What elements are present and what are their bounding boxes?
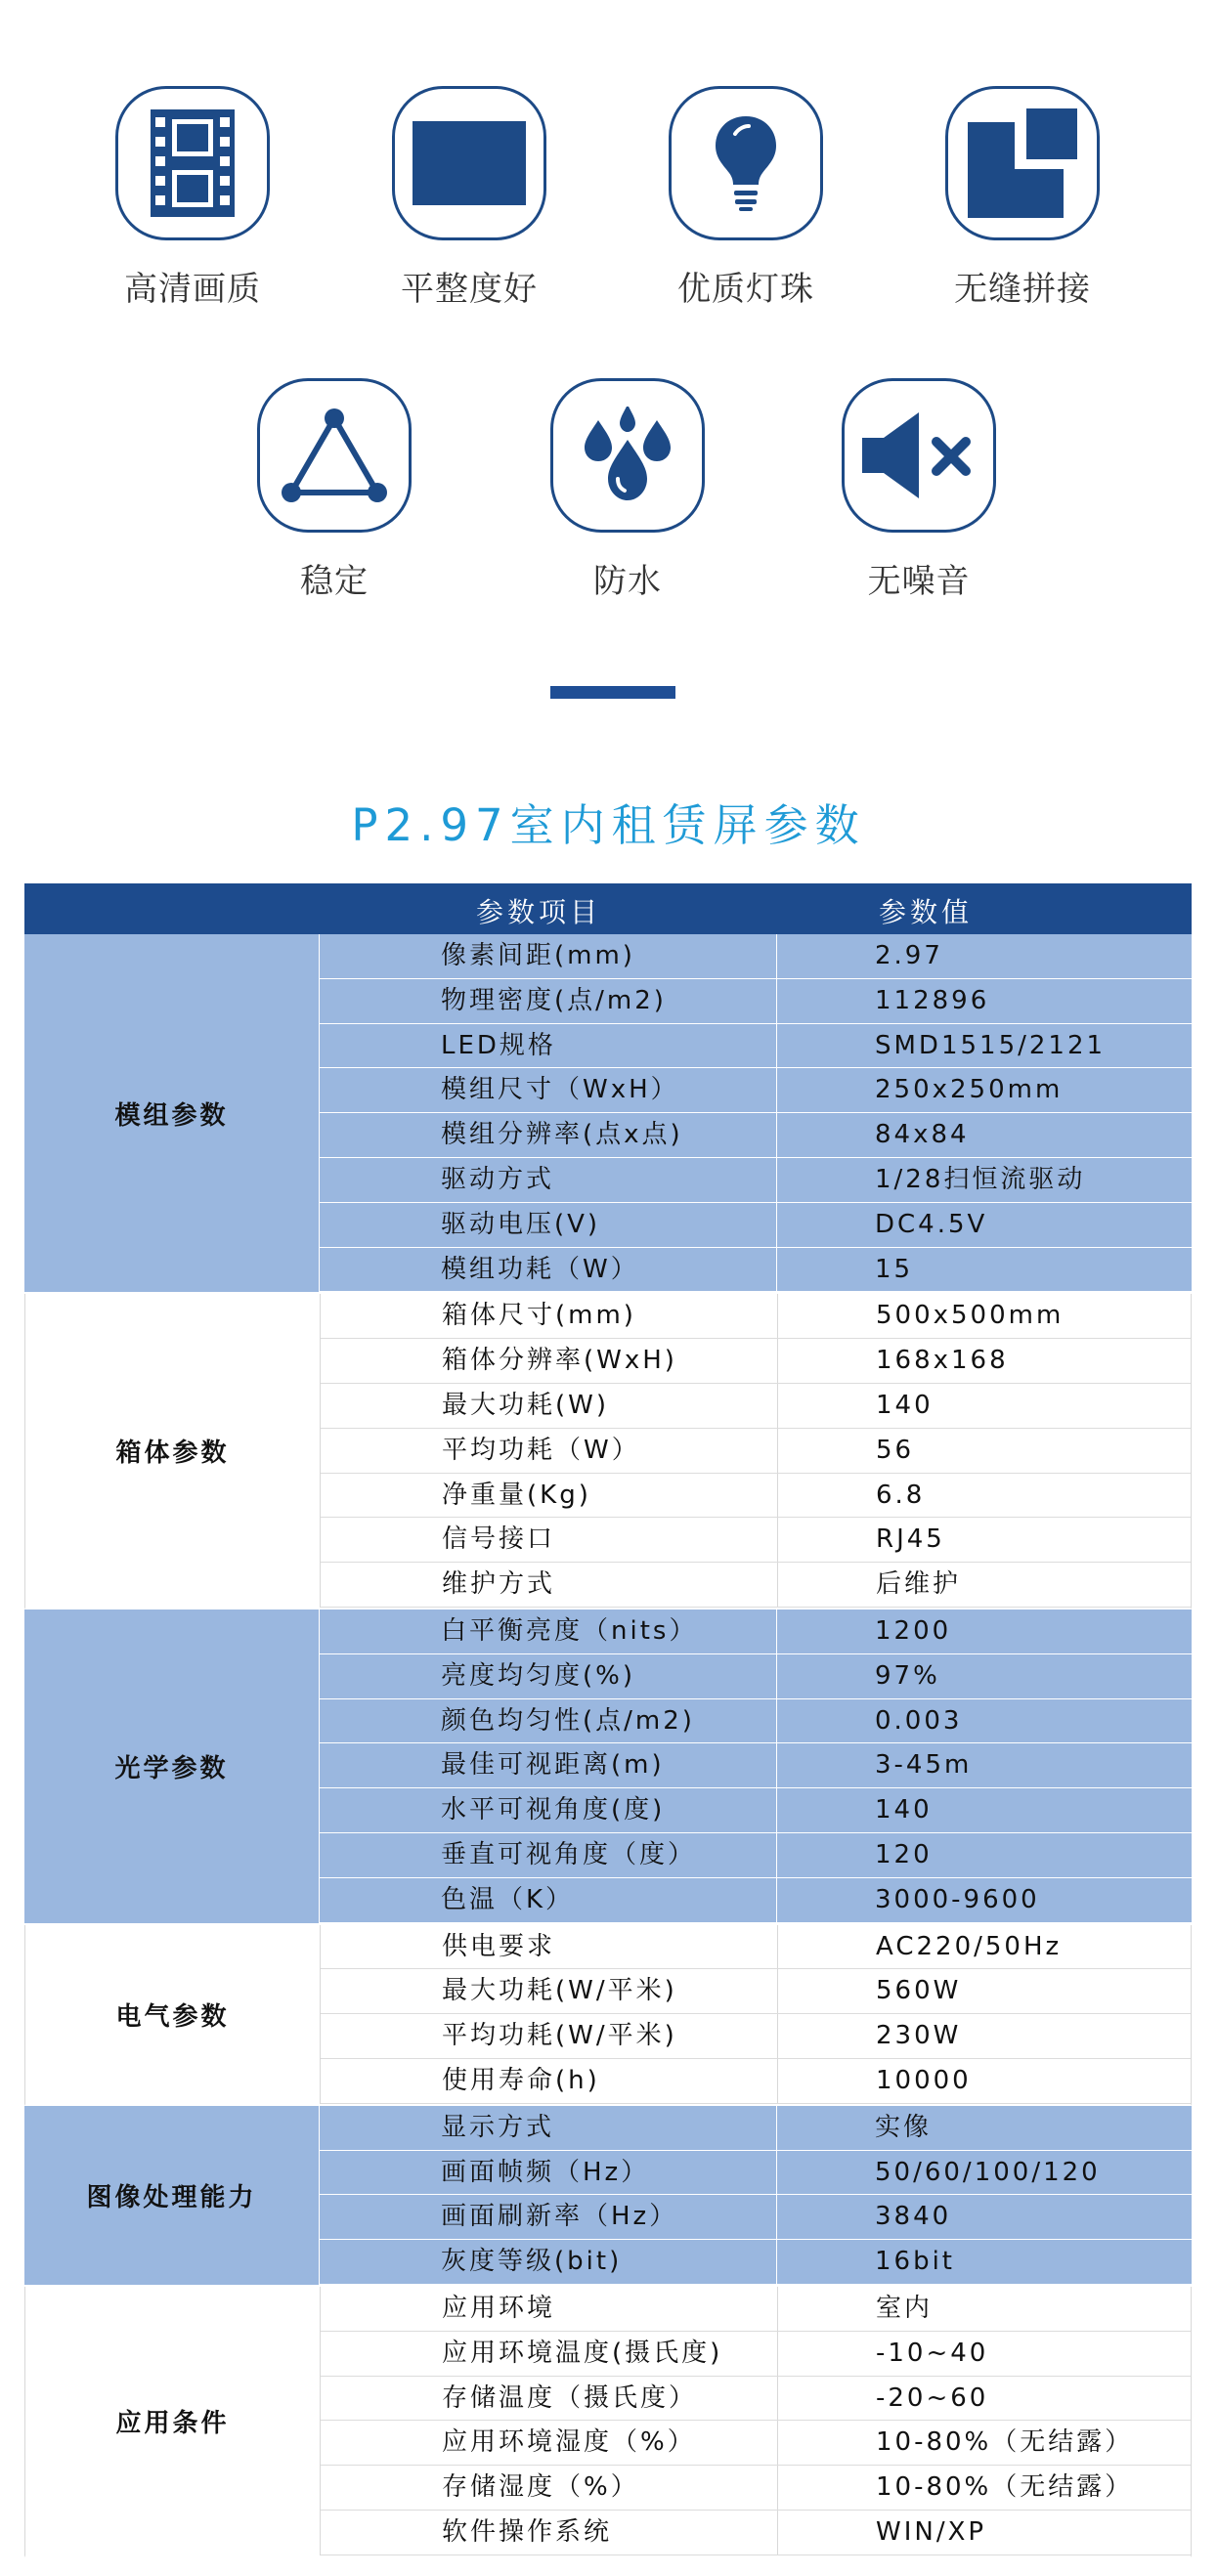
param-value: 1200 [875,1615,952,1646]
table-row [320,1833,1192,1878]
feature-quality-led [638,86,853,310]
table-row [320,1743,1192,1788]
water-drops-icon [569,407,686,504]
table-row [321,1518,1191,1563]
group-name: 箱体参数 [25,1294,321,1608]
feature-badge [257,378,412,533]
feature-label: 优质灯珠 [677,270,814,309]
light-bulb-icon [714,114,778,212]
feature-no-noise [811,378,1026,602]
param-value: 560W [876,1976,962,2006]
table-row [321,2332,1191,2377]
table-row [321,2287,1191,2332]
param-name: 色温（K） [320,1878,777,1922]
param-value: 56 [876,1435,915,1465]
param-name: 物理密度(点/m2) [320,979,777,1023]
param-name: 驱动电压(V) [320,1203,777,1247]
param-value: 10-80%（无结露） [876,2472,1134,2503]
group-rows [320,1610,1192,1923]
spec-table [24,883,1192,2557]
feature-badge [550,378,705,533]
param-value: 250x250mm [875,1075,1064,1105]
param-value: 97% [875,1660,940,1691]
param-value: 2.97 [875,941,943,970]
param-value: -10~40 [876,2338,989,2368]
param-name: 驱动方式 [320,1158,777,1202]
param-value: RJ45 [876,1524,945,1555]
table-row [321,2421,1191,2466]
table-row [320,979,1192,1024]
header-param-value: 参数值 [879,896,974,928]
table-row [320,2195,1192,2240]
param-name: 垂直可视角度（度） [320,1833,777,1877]
param-name: 存储湿度（%） [321,2466,778,2510]
param-value: 16bit [875,2247,956,2277]
table-row [321,1474,1191,1519]
table-group [24,1925,1192,2106]
seamless-splice-icon [968,108,1077,218]
table-row [320,1158,1192,1203]
film-icon [151,109,235,217]
table-group [24,1294,1192,1610]
feature-label: 无噪音 [867,562,971,601]
feature-waterproof [520,378,735,602]
group-name: 光学参数 [24,1610,320,1923]
param-name: 水平可视角度(度) [320,1788,777,1832]
param-name: 箱体尺寸(mm) [321,1294,778,1338]
param-name: 维护方式 [321,1563,778,1607]
feature-icons-section [0,0,1217,625]
table-row [321,2466,1191,2511]
param-value: 140 [876,1390,934,1420]
group-rows [321,2287,1191,2555]
table-group [24,2287,1192,2557]
table-row [321,2059,1191,2104]
table-body [24,934,1192,2557]
param-name: 供电要求 [321,1925,778,1969]
table-group [24,934,1192,1294]
table-row [321,2014,1191,2059]
feature-flatness [362,86,577,310]
param-name: 灰度等级(bit) [320,2240,777,2284]
table-row [320,1024,1192,1069]
table-row [320,1654,1192,1699]
param-value: 140 [875,1795,933,1825]
group-name: 电气参数 [25,1925,321,2104]
table-row [320,1113,1192,1158]
group-name: 应用条件 [25,2287,321,2555]
table-row [320,1203,1192,1248]
param-value: DC4.5V [875,1209,988,1239]
table-row [321,1429,1191,1474]
feature-label: 平整度好 [401,270,538,309]
param-name: LED规格 [320,1024,777,1068]
table-row [320,1248,1192,1293]
feature-badge [842,378,996,533]
table-row [321,1563,1191,1608]
param-value: 3-45m [875,1750,973,1781]
group-rows [320,934,1192,1292]
param-value: 168x168 [876,1346,1009,1376]
param-value: 84x84 [875,1120,970,1150]
table-row [321,1969,1191,2014]
param-name: 最大功耗(W/平米) [321,1969,778,2013]
param-name: 颜色均匀性(点/m2) [320,1699,777,1743]
table-row [320,2240,1192,2285]
param-name: 软件操作系统 [321,2511,778,2555]
feature-badge [115,86,270,240]
param-value: 室内 [876,2293,934,2323]
table-row [320,934,1192,979]
table-group [24,2106,1192,2287]
param-value: 3000-9600 [875,1884,1040,1914]
param-name: 画面刷新率（Hz） [320,2195,777,2239]
table-row [320,1788,1192,1833]
table-row [320,1878,1192,1923]
feature-label: 稳定 [300,562,369,601]
param-name: 最佳可视距离(m) [320,1743,777,1787]
param-value: 0.003 [875,1705,963,1736]
page-title: P2.97室内租赁屏参数 [351,799,866,851]
section-divider [550,686,675,699]
param-name: 应用环境湿度（%） [321,2421,778,2465]
triangle-icon [280,407,389,504]
param-value: 230W [876,2021,962,2051]
table-row [320,1610,1192,1654]
param-value: 15 [875,1254,914,1284]
table-row [321,1294,1191,1339]
param-name: 平均功耗(W/平米) [321,2014,778,2058]
table-row [321,2511,1191,2555]
param-value: 1/28扫恒流驱动 [875,1164,1086,1194]
feature-badge [669,86,823,240]
flat-panel-icon [413,121,526,205]
param-name: 白平衡亮度（nits） [320,1610,777,1653]
group-name: 模组参数 [24,934,320,1292]
mute-speaker-icon [862,408,976,502]
param-name: 应用环境温度(摄氏度) [321,2332,778,2376]
param-value: 后维护 [876,1569,962,1600]
param-value: 3840 [875,2202,952,2232]
feature-stable [227,378,442,602]
param-value: SMD1515/2121 [875,1030,1107,1060]
param-name: 使用寿命(h) [321,2059,778,2103]
param-value: 实像 [875,2112,933,2142]
param-value: 10-80%（无结露） [876,2427,1134,2458]
param-value: AC220/50Hz [876,1931,1063,1961]
param-name: 模组分辨率(点x点) [320,1113,777,1157]
table-row [321,1384,1191,1429]
feature-badge [392,86,546,240]
table-row [320,2106,1192,2151]
feature-label: 高清画质 [124,270,261,309]
param-value: 112896 [875,985,990,1015]
param-name: 像素间距(mm) [320,934,777,978]
table-row [321,2377,1191,2422]
param-value: WIN/XP [876,2516,987,2547]
param-name: 存储温度（摄氏度） [321,2377,778,2421]
param-value: 6.8 [876,1480,926,1510]
param-name: 画面帧频（Hz） [320,2151,777,2195]
table-header [24,883,1192,934]
param-name: 净重量(Kg) [321,1474,778,1518]
param-value: 10000 [876,2065,972,2095]
param-name: 最大功耗(W) [321,1384,778,1428]
param-name: 模组尺寸（WxH） [320,1068,777,1112]
param-name: 模组功耗（W） [320,1248,777,1292]
table-row [320,1068,1192,1113]
group-rows [321,1925,1191,2104]
param-value: 120 [875,1839,933,1869]
param-name: 信号接口 [321,1518,778,1562]
group-rows [320,2106,1192,2285]
table-group [24,1610,1192,1925]
table-row [320,2151,1192,2196]
feature-label: 防水 [593,562,662,601]
param-value: 50/60/100/120 [875,2157,1101,2187]
param-name: 亮度均匀度(%) [320,1654,777,1698]
param-value: 500x500mm [876,1301,1065,1331]
table-row [321,1339,1191,1384]
param-name: 平均功耗（W） [321,1429,778,1473]
param-name: 应用环境 [321,2287,778,2331]
param-name: 显示方式 [320,2106,777,2150]
param-value: -20~60 [876,2383,989,2413]
table-row [320,1699,1192,1744]
feature-label: 无缝拼接 [954,270,1091,309]
table-row [321,1925,1191,1970]
header-param-item: 参数项目 [476,896,602,928]
feature-badge [945,86,1100,240]
feature-seamless-splice [915,86,1130,310]
group-name: 图像处理能力 [24,2106,320,2285]
feature-hd-quality [85,86,300,310]
group-rows [321,1294,1191,1608]
param-name: 箱体分辨率(WxH) [321,1339,778,1383]
